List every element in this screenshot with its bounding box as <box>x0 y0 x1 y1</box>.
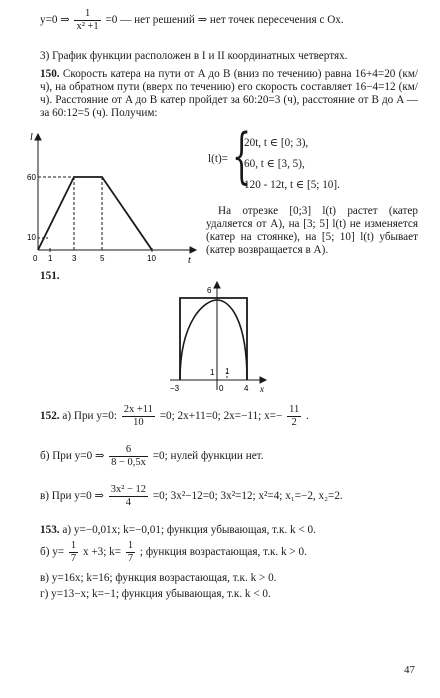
x-tick-5: 5 <box>100 254 105 263</box>
problem-152-c: в) При y=0 ⇒ $\frac{\text{3x² − 12}}{4}$ =0; 3x²−12=0; 3x²=12; x²=4; x₁=−2, x₂=2. <box>40 484 343 508</box>
problem-153-a: 153. а) y=−0,01x; k=−0,01; функция убывающая, т.к. k < 0. <box>40 524 316 536</box>
y-tick-6: 6 <box>207 286 212 295</box>
y-tick-10: 10 <box>27 233 36 242</box>
fraction-a: $\frac{2x +11}{10}$ <box>123 404 153 428</box>
eq-rest: =0 — нет решений ⇒ нет точек пересечения с Ox. <box>105 14 344 27</box>
fraction-k: $\frac{1}{7}$ <box>127 540 134 564</box>
problem-150-number: 150. <box>40 68 60 80</box>
y-tick-1: 1 <box>210 368 215 377</box>
page-number: 47 <box>404 664 415 676</box>
x-tick-4: 4 <box>244 384 249 393</box>
x-tick-0: 0 <box>219 384 224 393</box>
fraction-numerator: 1 <box>84 8 91 19</box>
piece-2: 60, t ∈ [3, 5), <box>244 158 305 170</box>
piece-3: 120 - 12t, t ∈ [5; 10]. <box>244 179 340 191</box>
problem-153-d: г) y=13−x; k=−1; функция убывающая, т.к. k < 0. <box>40 588 271 600</box>
x-axis-label: x <box>260 384 264 394</box>
x-tick-0: 0 <box>33 254 38 263</box>
problem-152-a: 152. а) При y=0: $\frac{2x +11}{10}$ =0; 2x+11=0; 2x=−11; x=− $\frac{11}{2}$ . <box>40 404 309 428</box>
y-axis-arrow <box>214 282 220 288</box>
y-axis-arrow <box>35 134 41 140</box>
x-tick-10: 10 <box>147 254 156 263</box>
piece-1: 20t, t ∈ [0; 3), <box>244 137 309 149</box>
piecewise-brace: { <box>232 121 252 191</box>
eq-prefix: y=0 ⇒ <box>40 14 70 27</box>
problem-153-c: в) y=16x; k=16; функция возрастающая, т.к. k > 0. <box>40 572 277 584</box>
problem-150-conclusion: На отрезке [0;3] l(t) растет (катер удаляется от A), на [3; 5] l(t) не изменяется (катер на стоянке), на [5; 10] l(t) убывает (катер возвращается в A). <box>206 205 418 256</box>
graph-150 <box>28 130 198 270</box>
problem-150-body: Скорость катера на пути от A до B (вниз по течению) равна 16+4=20 (км/ч), на обратном пути (вверх по течению) его скорость составляет 16−4=12 (км/ч). Расстояние от A до B катер пройдет за 60:20=3 (ч), расстояние от B до A — за 60:12=5 (ч). Получим: <box>40 68 419 119</box>
fraction-denominator: x² +1 <box>76 21 99 32</box>
fraction-b: $\frac{6}{8 - 0,5x}$ <box>111 444 146 468</box>
graph-line-150 <box>38 177 152 250</box>
x-tick-1: 1 <box>225 367 230 376</box>
fraction-c: $\frac{\text{3x² − 12}}{4}$ <box>110 484 147 508</box>
x-tick-1: 1 <box>48 254 53 263</box>
problem-151-number: 151. <box>40 270 60 282</box>
line-no-intersection <box>40 8 344 33</box>
x-tick-3: 3 <box>72 254 77 263</box>
fraction-11-2: $\frac{11}{2}$ <box>289 404 300 428</box>
x-axis-arrow <box>260 377 266 383</box>
y-tick-60: 60 <box>27 173 36 182</box>
x-tick-minus3: −3 <box>170 384 180 393</box>
problem-152-b: б) При y=0 ⇒ $\frac{6}{8 - 0,5x}$ =0; нулей функции нет. <box>40 444 264 468</box>
x-axis-arrow <box>190 247 196 253</box>
y-axis-label: l <box>30 132 33 143</box>
fraction <box>74 8 100 33</box>
fraction-1-7: $\frac{1}{7}$ <box>70 540 77 564</box>
quadrant-statement: 3) График функции расположен в I и II координатных четвертях. <box>40 50 348 62</box>
x-axis-label: t <box>188 255 191 266</box>
piecewise-lhs: l(t)= <box>208 153 228 165</box>
problem-150-text <box>40 68 418 120</box>
problem-153-b: б) y= $\frac{1}{7}$ x +3; k= $\frac{1}{7}$ ; функция возрастающая, т.к. k > 0. <box>40 540 307 564</box>
graph-151 <box>160 280 270 400</box>
